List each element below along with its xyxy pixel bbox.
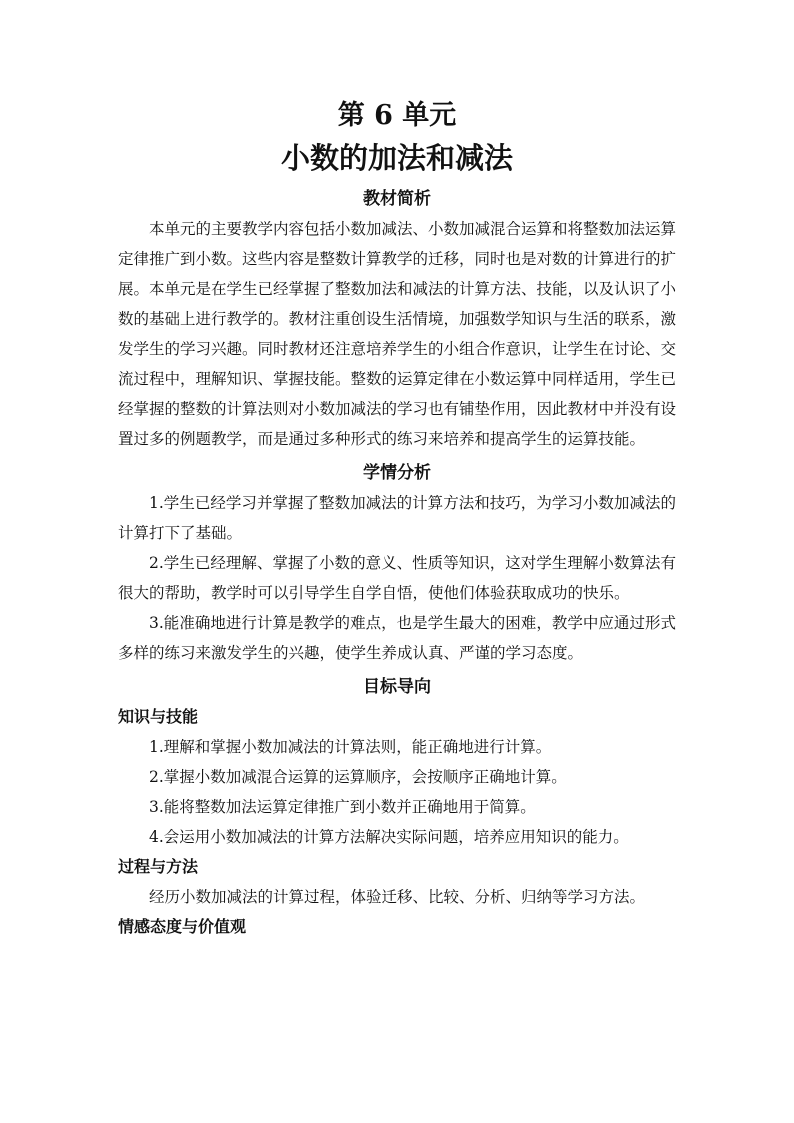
learning-analysis-item-3: 3.能准确地进行计算是教学的难点，也是学生最大的困难，教学中应通过形式多样的练习来激发学生的兴趣，使学生养成认真、严谨的学习态度。 [118, 614, 676, 662]
knowledge-item-2: 2.掌握小数加减混合运算的运算顺序，会按顺序正确地计算。 [149, 768, 567, 786]
section-heading-textbook-analysis: 教材简析 [363, 189, 431, 209]
section-heading-learning-analysis: 学情分析 [363, 463, 431, 483]
unit-subtitle: 小数的加法和减法 [280, 141, 513, 175]
knowledge-item-1: 1.理解和掌握小数加减法的计算法则，能正确地进行计算。 [149, 738, 552, 756]
process-body: 经历小数加减法的计算过程，体验迁移、比较、分析、归纳等学习方法。 [149, 888, 646, 906]
sub-heading-knowledge: 知识与技能 [118, 707, 199, 726]
knowledge-item-3: 3.能将整数加法运算定律推广到小数并正确地用于简算。 [149, 798, 536, 816]
learning-analysis-item-1: 1.学生已经学习并掌握了整数加减法的计算方法和技巧，为学习小数加减法的计算打下了基础。 [118, 494, 676, 542]
sub-heading-emotion: 情感态度与价值观 [118, 917, 247, 936]
knowledge-item-4: 4.会运用小数加减法的计算方法解决实际问题，培养应用知识的能力。 [149, 828, 629, 846]
unit-title: 第 6 单元 [337, 100, 457, 131]
sub-heading-process: 过程与方法 [118, 857, 199, 876]
learning-analysis-item-2: 2.学生已经理解、掌握了小数的意义、性质等知识，这对学生理解小数算法有很大的帮助，教学时可以引导学生自学自悟，使他们体验获取成功的快乐。 [118, 554, 676, 602]
textbook-analysis-body: 本单元的主要教学内容包括小数加减法、小数加减混合运算和将整数加法运算定律推广到小数。这些内容是整数计算教学的迁移，同时也是对数的计算进行的扩展。本单元是在学生已经掌握了整数加法和减法的计算方法、技能，以及认识了小数的基础上进行教学的。教材注重创设生活情境，加强数学知识与生活的联系，激发学生的学习兴趣。同时教材还注意培养学生的小组合作意识，让学生在讨论、交流过程中，理解知识、掌握技能。整数的运算定律在小数运算中同样适用，学生已经掌握的整数的计算法则对小数加减法的学习也有铺垫作用，因此教材中并没有设置过多的例题教学，而是通过多种形式的练习来培养和提高学生的运算技能。 [118, 220, 677, 448]
section-heading-goals: 目标导向 [363, 677, 431, 697]
document-page [118, 96, 676, 942]
